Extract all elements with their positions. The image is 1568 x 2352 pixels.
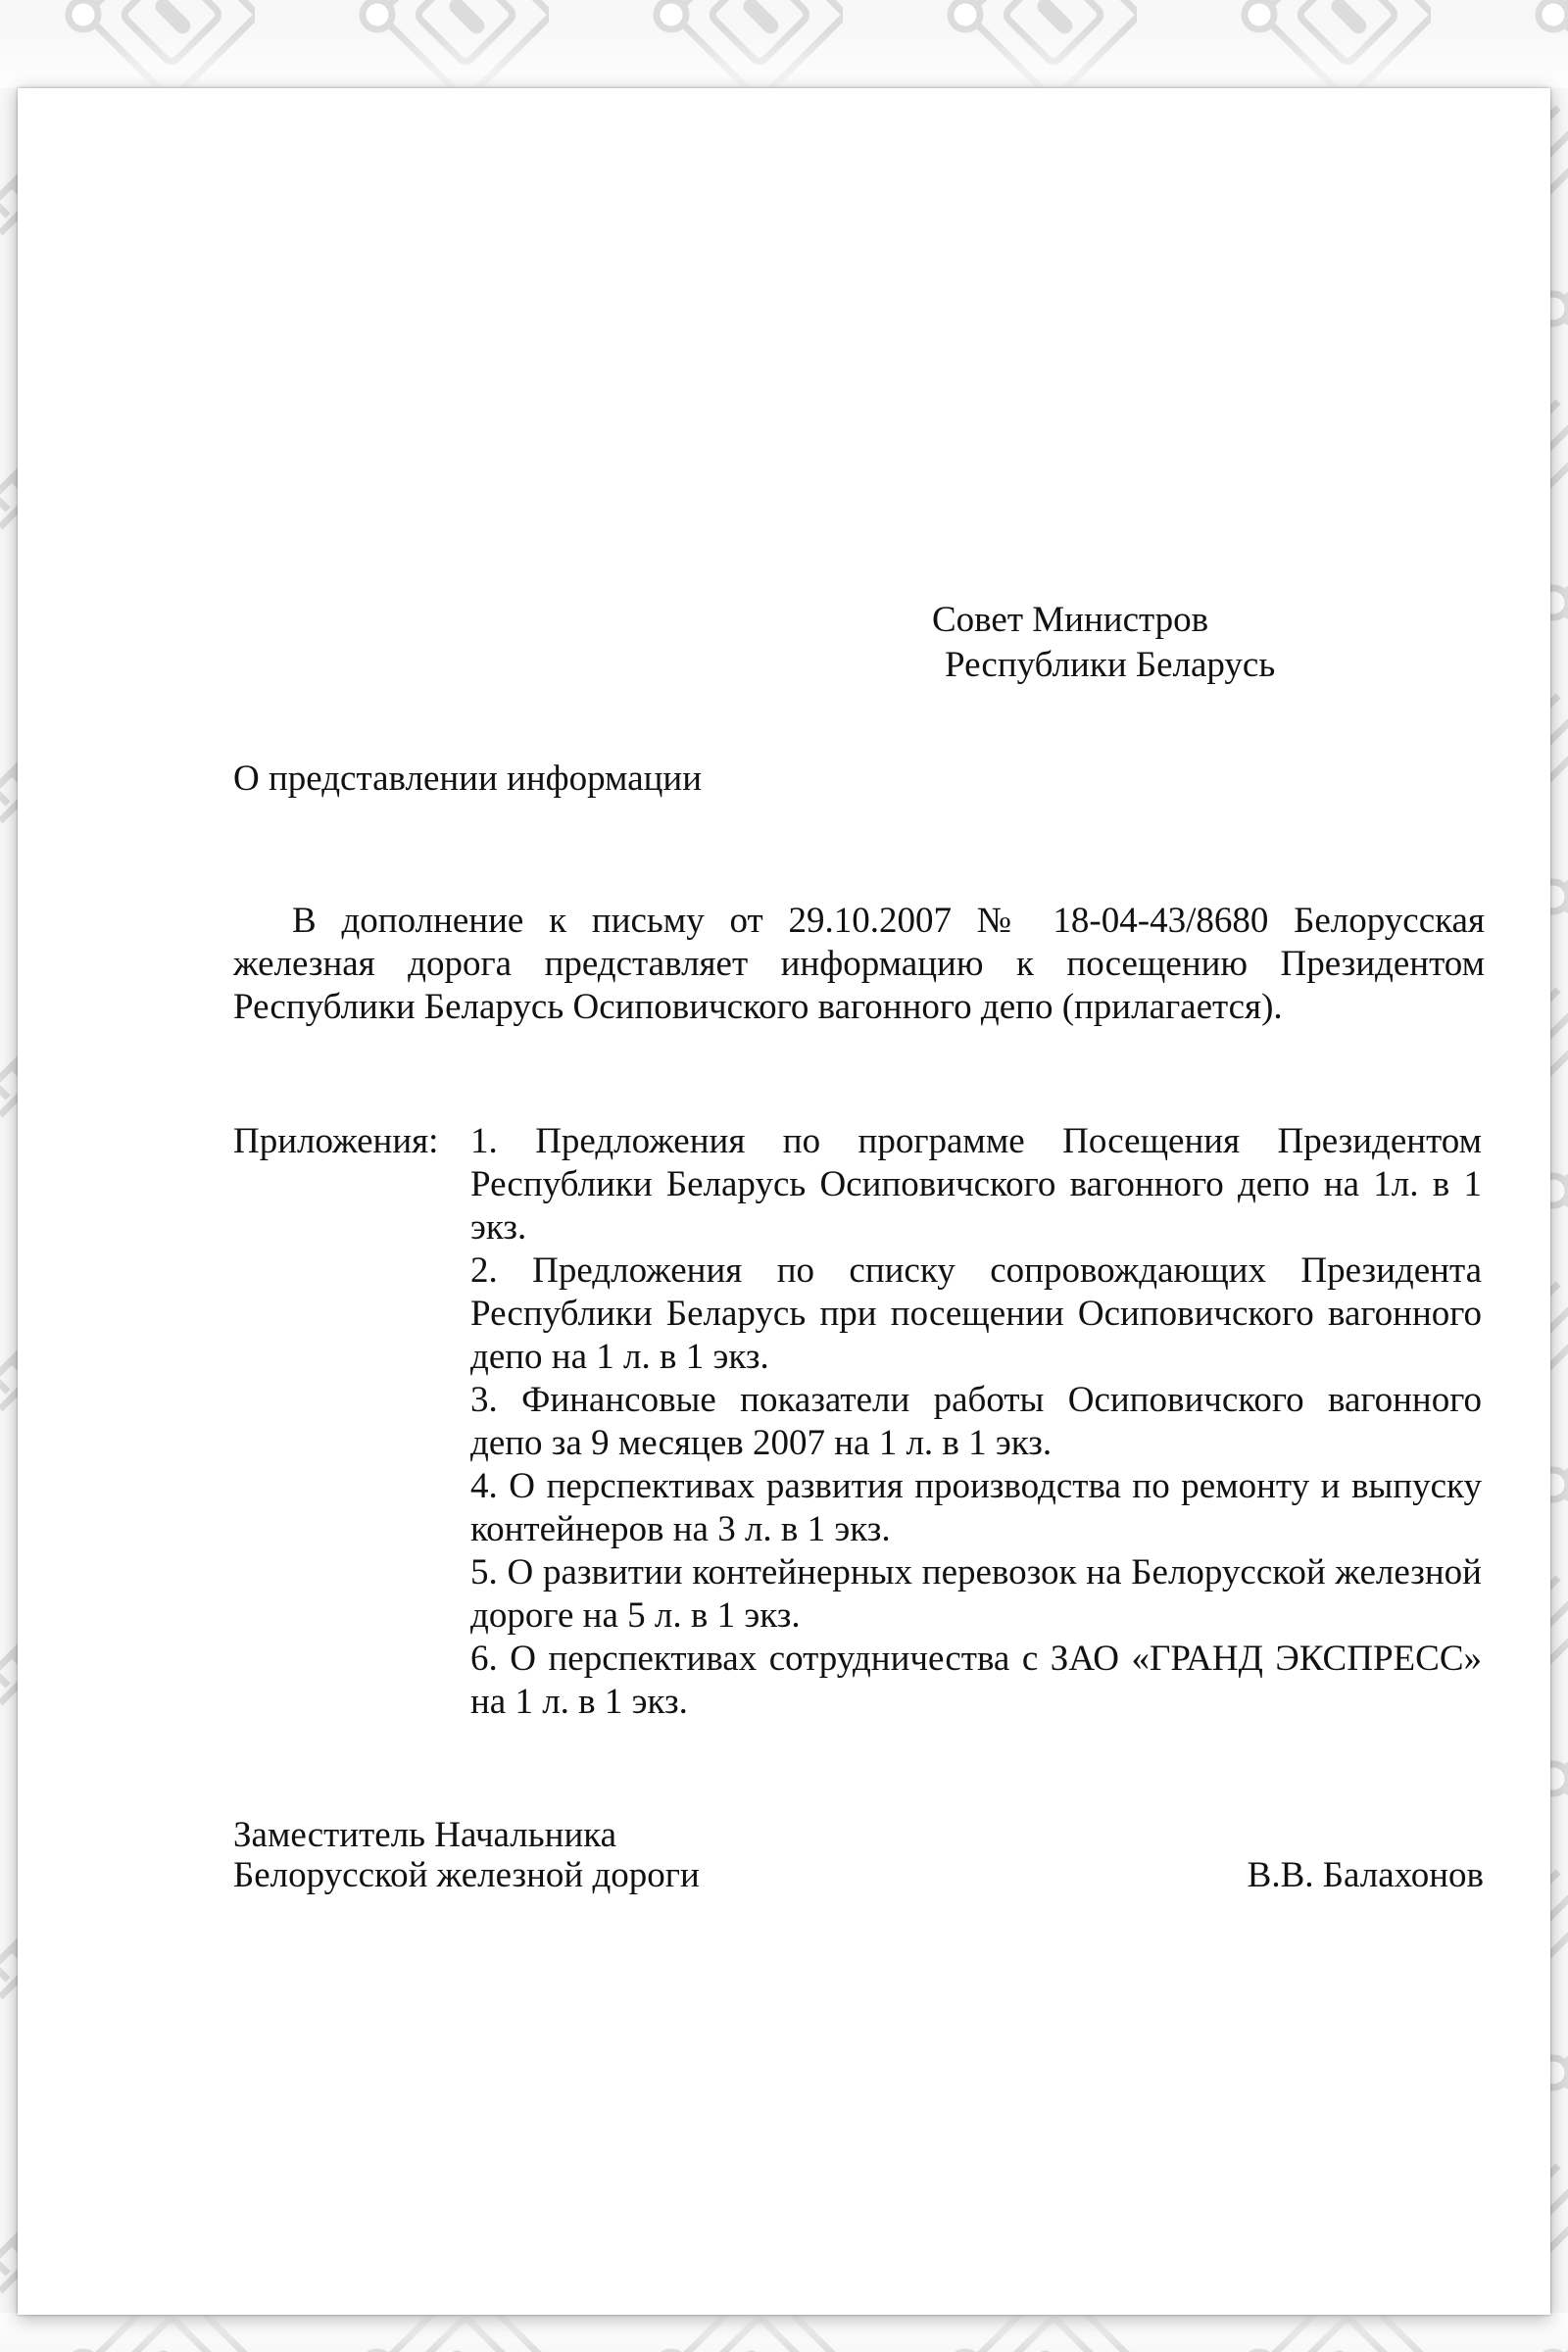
recipient-line-1: Совет Министров — [932, 600, 1209, 640]
attachment-item-1: 1. Предложения по программе Посещения Президентом Республики Беларусь Осиповичского вагонного депо на 1л. в 1 экз. — [470, 1121, 1482, 1248]
attachments-list — [470, 1120, 1482, 1724]
attachment-item-4: 4. О перспективах развития производства по ремонту и выпуску контейнеров на 3 л. в 1 экз. — [470, 1466, 1482, 1549]
attachment-item-6: 6. О перспективах сотрудничества с ЗАО «ГРАНД ЭКСПРЕСС» на 1 л. в 1 экз. — [470, 1639, 1482, 1722]
attachment-item-5: 5. О развитии контейнерных перевозок на Белорусской железной дороге на 5 л. в 1 экз. — [470, 1552, 1482, 1636]
signature-name: В.В. Балахонов — [1247, 1855, 1484, 1895]
recipient-line-2: Республики Беларусь — [945, 645, 1276, 685]
subject-line: О представлении информации — [233, 759, 703, 799]
signature-block — [233, 1815, 1484, 1895]
signature-title-line-2: Белорусской железной дороги — [233, 1855, 700, 1895]
attachment-item-3: 3. Финансовые показатели работы Осиповичского вагонного депо за 9 месяцев 2007 на 1 л. в 1 экз. — [470, 1380, 1482, 1463]
letter-page — [18, 88, 1550, 2315]
attachments-section — [233, 1120, 1485, 1724]
attachments-label: Приложения: — [233, 1121, 439, 1161]
recipient-block — [932, 598, 1275, 688]
body-paragraph: В дополнение к письму от 29.10.2007 № 18-04-43/8680 Белорусская железная дорога представляет информацию к посещению Президентом Республики Беларусь Осиповичского вагонного депо (прилагается). — [233, 901, 1485, 1027]
attachment-item-2: 2. Предложения по списку сопровождающих Президента Республики Беларусь при посещении Осиповичского вагонного депо на 1 л. в 1 экз. — [470, 1250, 1482, 1377]
signature-title-line-1: Заместитель Начальника — [233, 1815, 617, 1855]
